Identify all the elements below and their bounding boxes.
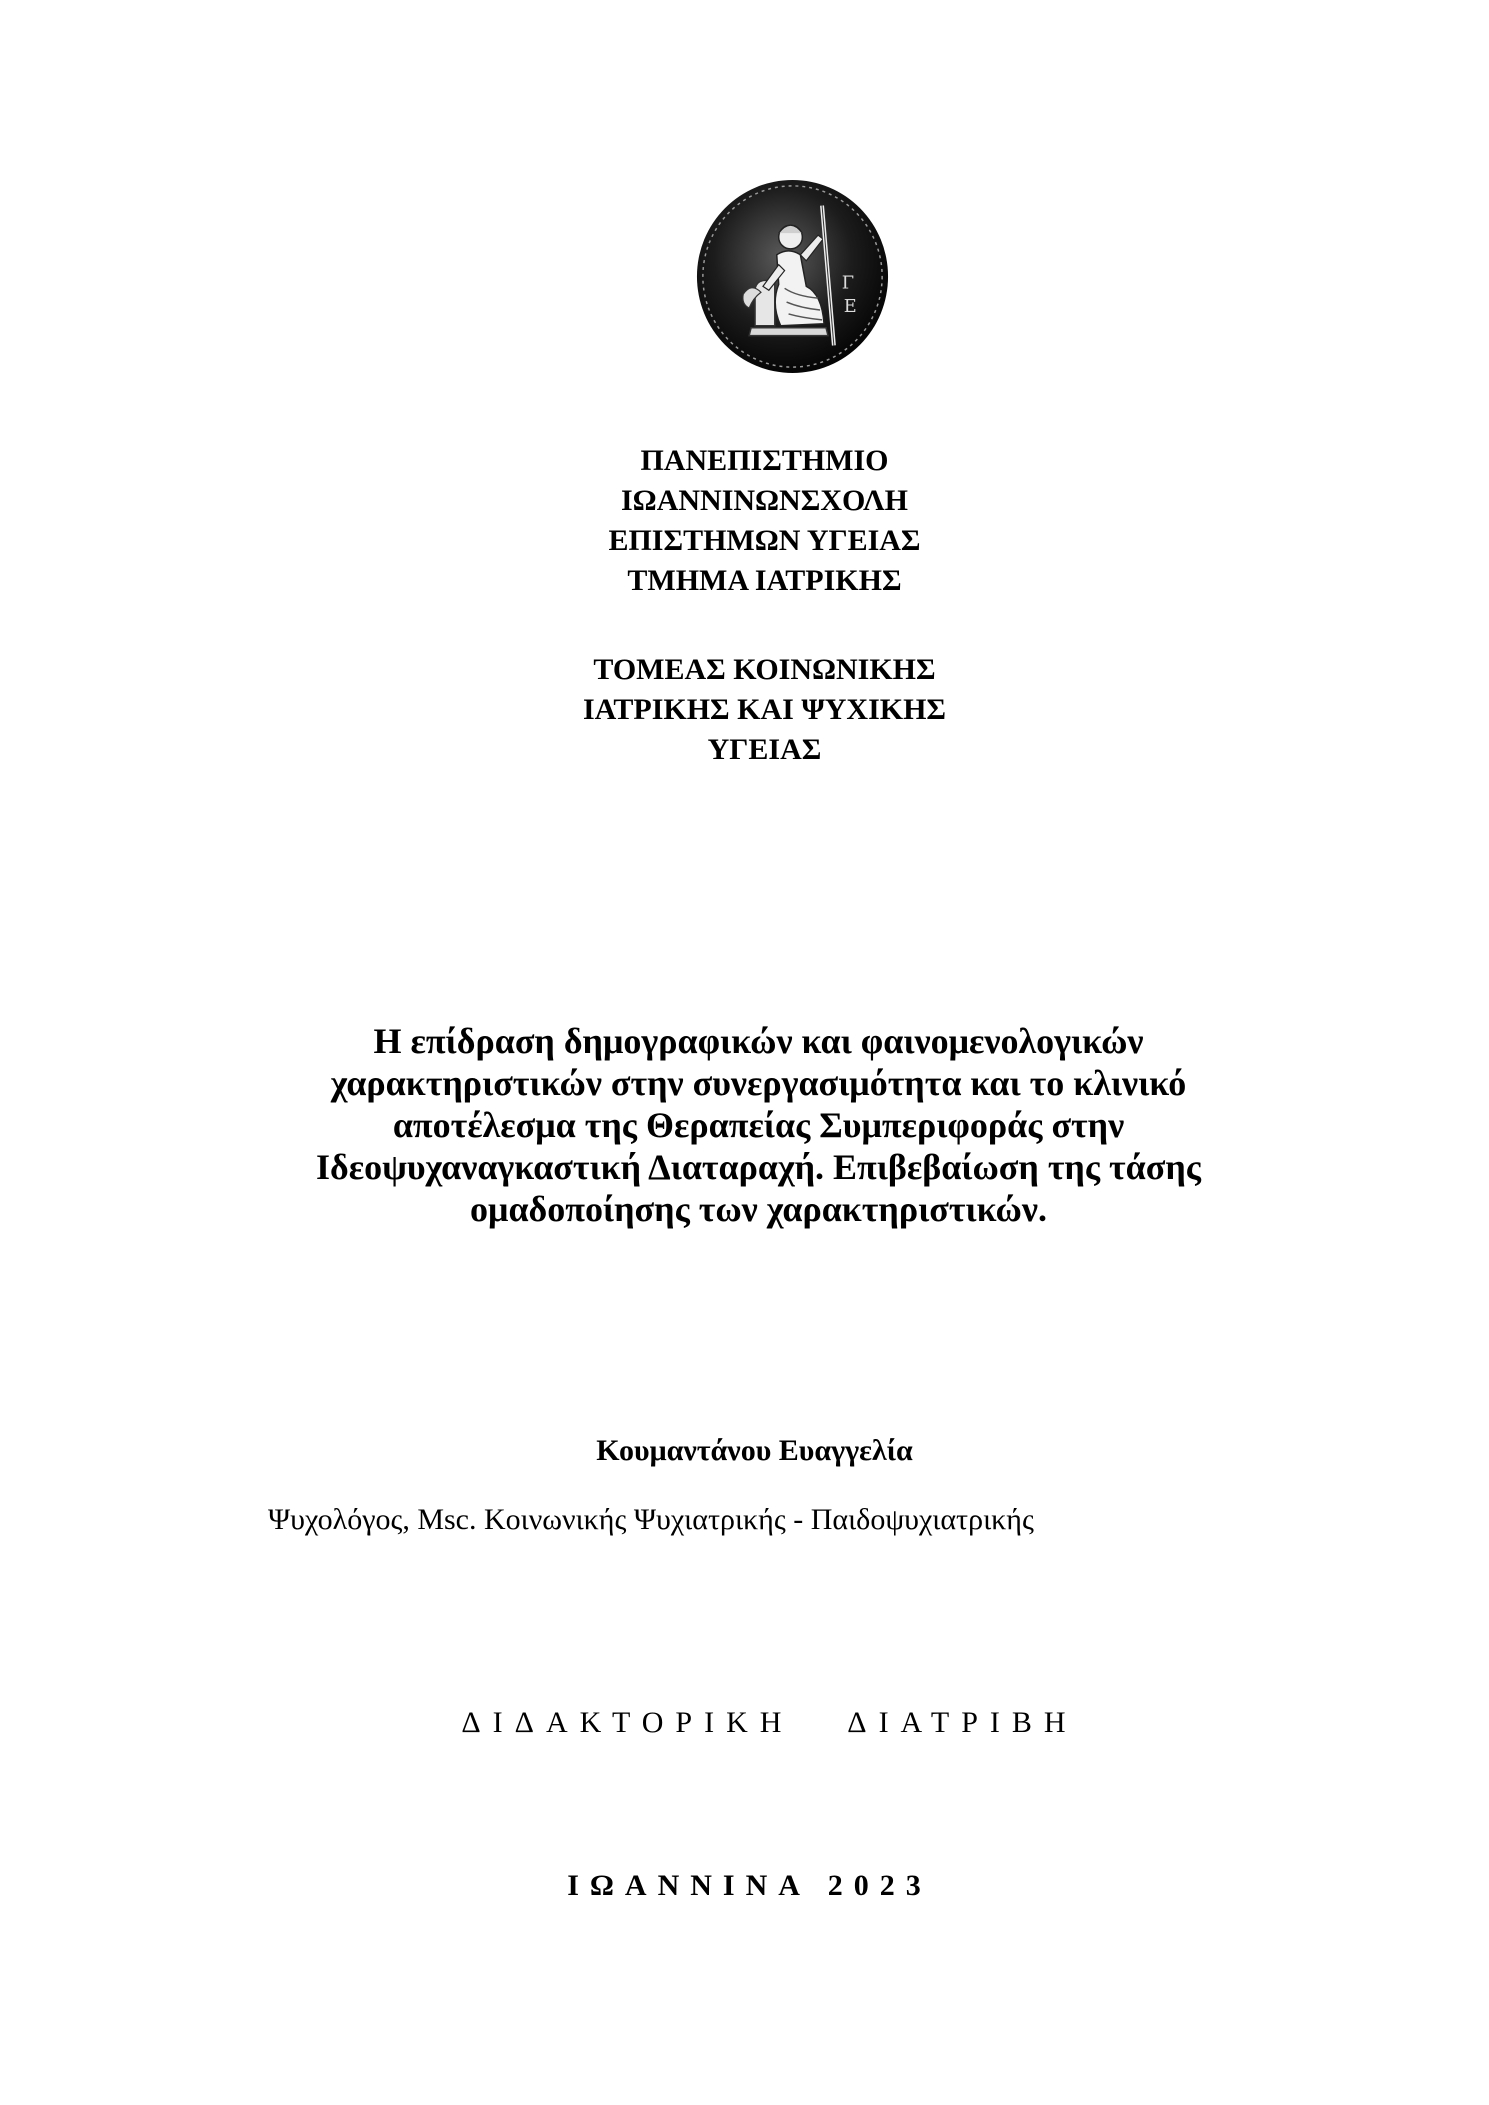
university-seal-icon [694, 178, 891, 375]
thesis-title [0, 1020, 1489, 1230]
author-name-block [0, 1431, 1489, 1471]
title-line: Η επίδραση δημογραφικών και φαινομενολογικών [373, 1021, 1144, 1061]
title-line: Ιδεοψυχαναγκαστική Διαταραχή. Επιβεβαίωση της τάσης [316, 1147, 1201, 1187]
author-credentials: Ψυχολόγος, Msc. Κοινωνικής Ψυχιατρικής - Παιδοψυχιατρικής [268, 1503, 1034, 1536]
title-line: αποτέλεσμα της Θεραπείας Συμπεριφοράς στην [392, 1105, 1125, 1145]
institution-heading [0, 441, 1489, 601]
title-line: ομαδοποίησης των χαρακτηριστικών. [470, 1189, 1047, 1229]
svg-text:Γ: Γ [841, 273, 855, 294]
document-type-block [0, 1703, 1489, 1743]
author-name: Κουμαντάνου Ευαγγελία [596, 1434, 913, 1467]
place-year-block [0, 1866, 1489, 1906]
sector-heading [0, 650, 1489, 770]
document-type: ΔΙΔΑΚΤΟΡΙΚΗ ΔΙΑΤΡΙΒΗ [461, 1706, 1078, 1739]
institution-line: ΙΩΑΝΝΙΝΩΝΣΧΟΛΗ [621, 484, 908, 517]
sector-line: ΤΟΜΕΑΣ ΚΟΙΝΩΝΙΚΗΣ [593, 653, 936, 686]
institution-line: ΕΠΙΣΤΗΜΩΝ ΥΓΕΙΑΣ [608, 524, 921, 557]
institution-line: ΠΑΝΕΠΙΣΤΗΜΙΟ [640, 444, 889, 477]
svg-text:Ε: Ε [843, 296, 857, 317]
sector-line: ΙΑΤΡΙΚΗΣ ΚΑΙ ΨΥΧΙΚΗΣ [582, 693, 947, 726]
place-year: ΙΩΑΝΝΙΝΑ 2023 [567, 1869, 932, 1902]
sector-line: ΥΓΕΙΑΣ [707, 733, 822, 766]
institution-line: ΤΜΗΜΑ ΙΑΤΡΙΚΗΣ [627, 564, 902, 597]
title-line: χαρακτηριστικών στην συνεργασιμότητα και το κλινικό [330, 1063, 1187, 1103]
